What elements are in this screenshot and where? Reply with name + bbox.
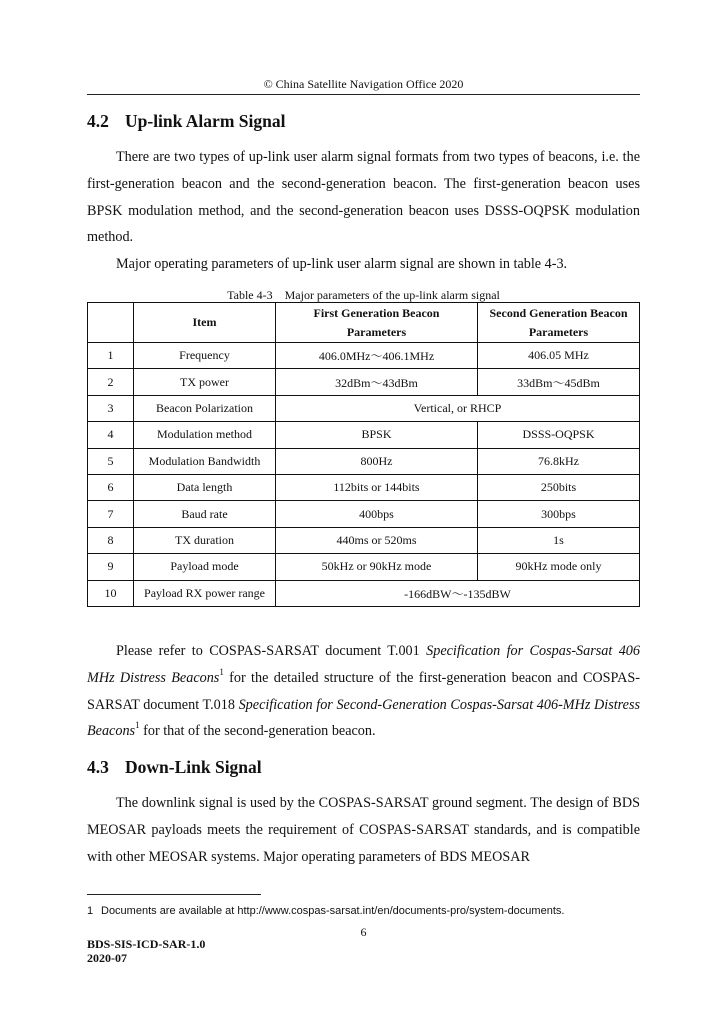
document-date: 2020-07 xyxy=(87,951,127,965)
table-row xyxy=(88,580,640,606)
cell-second: 406.05 MHz xyxy=(478,343,640,369)
cell-item: Data length xyxy=(134,474,276,500)
footnote-ref: 1 xyxy=(135,720,140,731)
paragraph-uplink-intro: There are two types of up-link user alarm signal formats from two types of beacons, i.e. the first-generation beacon and the second-generation beacon. The first-generation beacon uses BPSK modulation method, and the second-generation beacon uses DSSS-OQPSK modulation method. xyxy=(87,149,640,246)
table-row xyxy=(88,369,640,395)
footnote-ref: 1 xyxy=(219,666,224,677)
cell-no: 8 xyxy=(88,527,134,553)
cell-second: 76.8kHz xyxy=(478,448,640,474)
table-row xyxy=(88,343,640,369)
cell-first: 32dBm～43dBm xyxy=(276,369,478,395)
cell-item: TX duration xyxy=(134,527,276,553)
cell-second: 1s xyxy=(478,527,640,553)
cell-first: 440ms or 520ms xyxy=(276,527,478,553)
cell-merged: -166dBW～-135dBW xyxy=(276,580,640,606)
document-title-t001: Specification for Cospas-Sarsat 406 MHz Distress Beacons xyxy=(87,643,640,686)
cell-no: 6 xyxy=(88,474,134,500)
section-4-2-heading xyxy=(87,111,285,132)
cell-first: 50kHz or 90kHz mode xyxy=(276,554,478,580)
table-row xyxy=(88,422,640,448)
header-first-generation: First Generation Beacon Parameters xyxy=(276,303,478,343)
cell-second: DSSS-OQPSK xyxy=(478,422,640,448)
footnote xyxy=(87,905,564,917)
section-title: Up-link Alarm Signal xyxy=(125,111,286,131)
document-title-t018: Specification for Second-Generation Cospas-Sarsat 406-MHz Distress Beacons xyxy=(87,696,640,740)
cell-no: 9 xyxy=(88,554,134,580)
footnote-rule xyxy=(87,894,261,895)
header-item: Item xyxy=(134,303,276,343)
section-number: 4.3 xyxy=(87,757,109,777)
cell-item: Payload RX power range xyxy=(134,580,276,606)
cell-first: 406.0MHz～406.1MHz xyxy=(276,343,478,369)
cell-second: 300bps xyxy=(478,501,640,527)
table-row xyxy=(88,395,640,421)
page-number: 6 xyxy=(360,925,367,939)
header-second-generation: Second Generation Beacon Parameters xyxy=(478,303,640,343)
table-row xyxy=(88,554,640,580)
document-id-block xyxy=(87,937,205,965)
cell-no: 10 xyxy=(88,580,134,606)
paragraph-downlink: The downlink signal is used by the COSPAS-SARSAT ground segment. The design of BDS MEOSAR payloads meets the requirement of COSPAS-SARSAT standards, and is compatible with other MEOSAR systems. Major operating parameters of BDS MEOSAR xyxy=(87,795,640,865)
header-no xyxy=(88,303,134,343)
paragraph-cospas-reference: Please refer to COSPAS-SARSAT document T.001 Specification for Cospas-Sarsat 406 MHz Distress Beacons$^1$ for the detailed structure of the first-generation beacon and COSPAS-SARSAT document T.018 Specification for Second-Generation Cospas-Sarsat 406-MHz Distress Beacons$^1$ for that of the second-generation beacon. xyxy=(87,643,640,740)
cell-second: 250bits xyxy=(478,474,640,500)
table-row xyxy=(88,474,640,500)
cell-item: Beacon Polarization xyxy=(134,395,276,421)
table-row xyxy=(88,527,640,553)
table-caption: Table 4-3 Major parameters of the up-link alarm signal xyxy=(227,288,500,302)
cell-merged: Vertical, or RHCP xyxy=(276,395,640,421)
parameters-table xyxy=(87,302,640,607)
header-rule xyxy=(87,94,640,95)
cell-no: 4 xyxy=(88,422,134,448)
cell-second: 33dBm～45dBm xyxy=(478,369,640,395)
cell-no: 7 xyxy=(88,501,134,527)
cell-item: Modulation Bandwidth xyxy=(134,448,276,474)
cell-item: Frequency xyxy=(134,343,276,369)
cell-no: 2 xyxy=(88,369,134,395)
cell-first: 400bps xyxy=(276,501,478,527)
footnote-text: Documents are available at http://www.cospas-sarsat.int/en/documents-pro/system-documents. xyxy=(101,905,565,917)
footnote-number: 1 xyxy=(87,905,94,917)
page-header: © China Satellite Navigation Office 2020 xyxy=(263,77,464,91)
section-number: 4.2 xyxy=(87,111,109,131)
cell-no: 5 xyxy=(88,448,134,474)
cell-item: TX power xyxy=(134,369,276,395)
section-4-3-heading xyxy=(87,757,262,778)
section-title: Down-Link Signal xyxy=(125,757,262,777)
table-header-row xyxy=(88,303,640,343)
table-row xyxy=(88,448,640,474)
paragraph-table-reference: Major operating parameters of up-link user alarm signal are shown in table 4-3. xyxy=(116,256,568,272)
cell-first: BPSK xyxy=(276,422,478,448)
cell-second: 90kHz mode only xyxy=(478,554,640,580)
document-id: BDS-SIS-ICD-SAR-1.0 xyxy=(87,937,206,951)
cell-first: 112bits or 144bits xyxy=(276,474,478,500)
cell-item: Payload mode xyxy=(134,554,276,580)
cell-first: 800Hz xyxy=(276,448,478,474)
cell-no: 3 xyxy=(88,395,134,421)
cell-item: Modulation method xyxy=(134,422,276,448)
cell-no: 1 xyxy=(88,343,134,369)
table-row xyxy=(88,501,640,527)
cell-item: Baud rate xyxy=(134,501,276,527)
